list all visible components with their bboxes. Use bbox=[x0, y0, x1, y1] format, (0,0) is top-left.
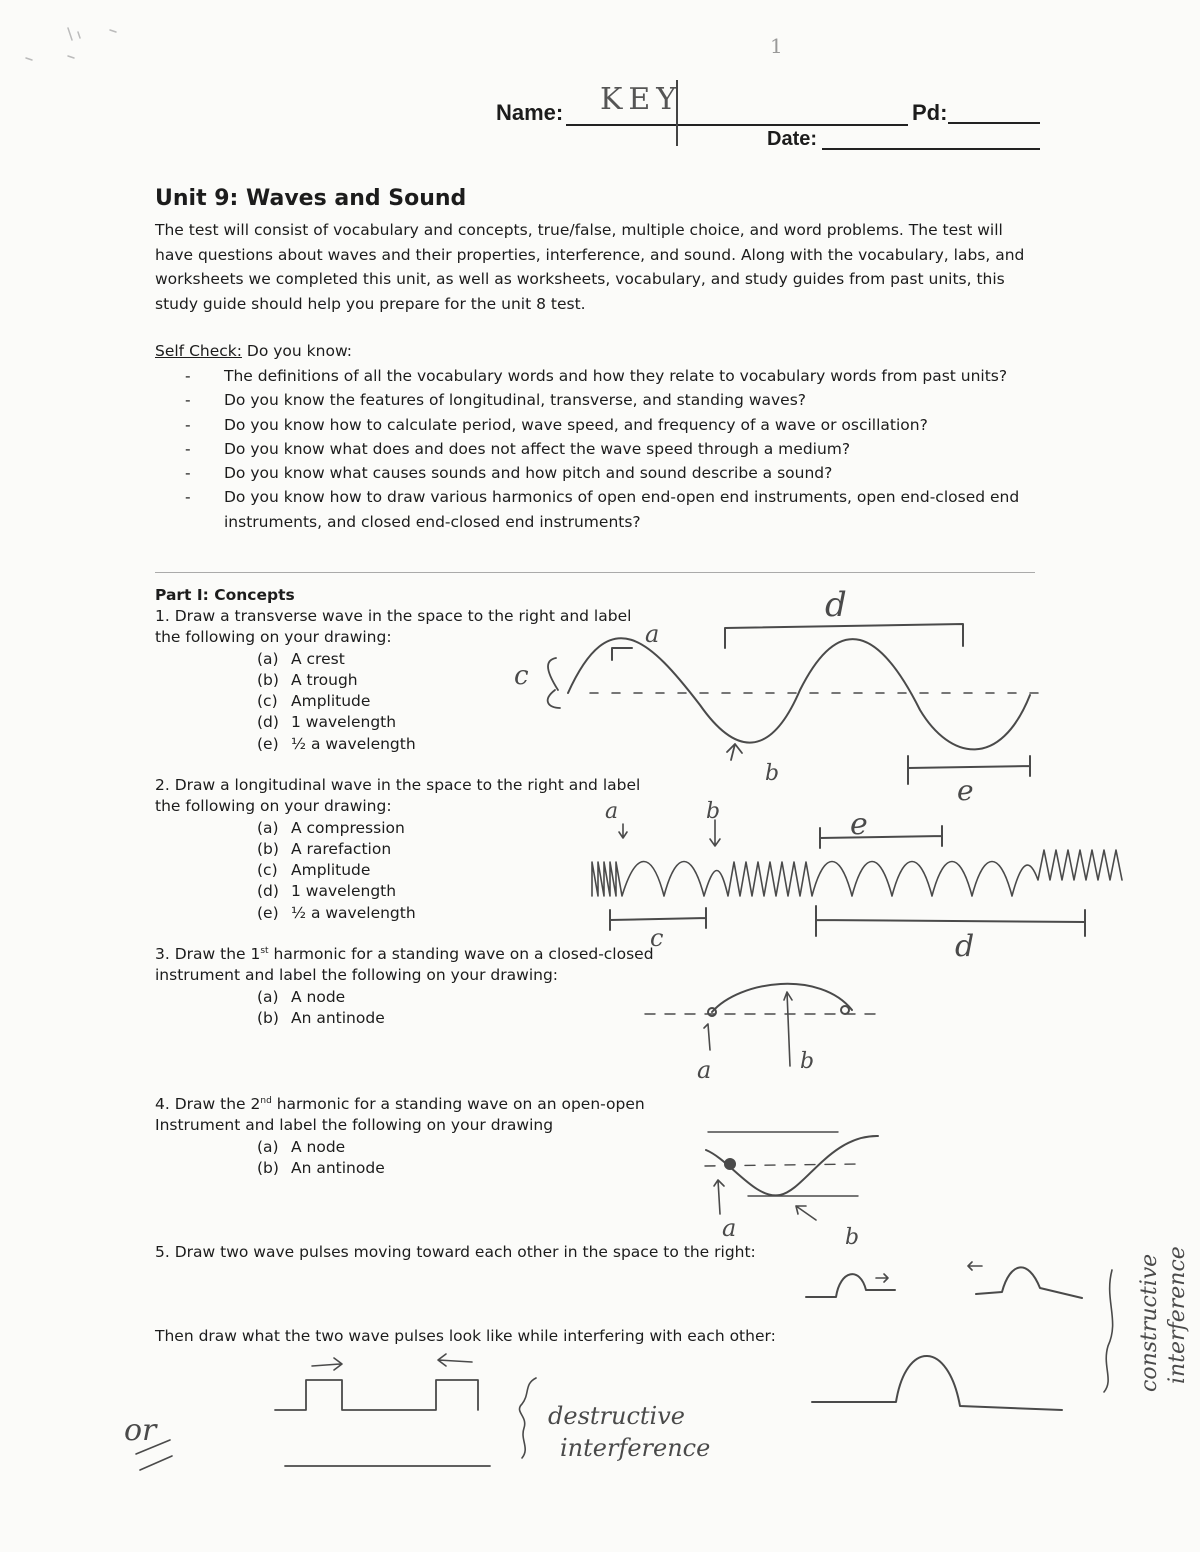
standing-wave-1st-harmonic-drawing bbox=[645, 984, 880, 1066]
label-b: b bbox=[845, 1225, 860, 1250]
page-mark: 1 bbox=[770, 34, 783, 58]
self-check-label: Self Check: bbox=[155, 342, 242, 360]
label-e: e bbox=[957, 774, 974, 807]
question-3-text-a: 3. Draw the 1 bbox=[155, 945, 261, 963]
list-item: - Do you know the features of longitudinal, transverse, and standing waves? bbox=[185, 388, 1035, 412]
item-text: ½ a wavelength bbox=[291, 734, 416, 753]
item-letter: (a) bbox=[257, 987, 279, 1006]
item-text: A crest bbox=[291, 649, 345, 668]
question-3-text-b: harmonic for a standing wave on a closed-closed bbox=[268, 945, 654, 963]
item-text: 1 wavelength bbox=[291, 713, 397, 732]
label-c: c bbox=[514, 661, 529, 691]
item-letter: (c) bbox=[257, 692, 278, 711]
label-b: b bbox=[800, 1049, 815, 1074]
label-c: c bbox=[650, 924, 664, 952]
question-5-line2: Then draw what the two wave pulses look like while interfering with each other: bbox=[155, 1327, 776, 1345]
item-letter: (c) bbox=[257, 861, 278, 880]
question-4-text-b: harmonic for a standing wave on an open-open bbox=[271, 1095, 645, 1113]
item-letter: (b) bbox=[257, 1008, 279, 1027]
or-note: or bbox=[124, 1413, 157, 1448]
item-letter: (a) bbox=[257, 1137, 279, 1156]
question-5-line1: 5. Draw two wave pulses moving toward each other in the space to the right: bbox=[155, 1243, 756, 1261]
destructive-note-line1: destructive bbox=[548, 1402, 685, 1430]
question-2-line1: 2. Draw a longitudinal wave in the space to the right and label bbox=[155, 776, 641, 794]
item-text: An antinode bbox=[291, 1008, 385, 1027]
list-item: - Do you know how to calculate period, wave speed, and frequency of a wave or oscillation? bbox=[185, 413, 1035, 437]
item-letter: (d) bbox=[257, 882, 279, 901]
item-text: A node bbox=[291, 1137, 346, 1156]
label-a: a bbox=[605, 799, 619, 824]
part-heading: Part I: Concepts bbox=[155, 586, 295, 604]
item-letter: (b) bbox=[257, 839, 279, 858]
item-text: Amplitude bbox=[291, 692, 371, 711]
transverse-wave-drawing bbox=[548, 624, 1040, 784]
label-b: b bbox=[765, 761, 780, 786]
page-title: Unit 9: Waves and Sound bbox=[155, 186, 467, 211]
question-1-line1: 1. Draw a transverse wave in the space to the right and label bbox=[155, 607, 632, 625]
item-text: ½ a wavelength bbox=[291, 903, 416, 922]
constructive-note-line2: interference bbox=[1165, 1246, 1190, 1384]
label-d: d bbox=[825, 585, 847, 625]
standing-wave-2nd-harmonic-drawing bbox=[705, 1132, 878, 1220]
item-text: A compression bbox=[291, 818, 405, 837]
label-b: b bbox=[706, 799, 721, 824]
item-letter: (a) bbox=[257, 818, 279, 837]
item-text: Amplitude bbox=[291, 861, 371, 880]
item-letter: (e) bbox=[257, 734, 279, 753]
name-label: Name: bbox=[496, 100, 564, 125]
label-a: a bbox=[645, 620, 660, 648]
pd-label: Pd: bbox=[912, 100, 948, 125]
item-letter: (d) bbox=[257, 713, 279, 732]
question-4-line2: Instrument and label the following on your drawing bbox=[155, 1116, 554, 1135]
date-label: Date: bbox=[767, 128, 818, 150]
item-text: 1 wavelength bbox=[291, 882, 397, 901]
label-e: e bbox=[850, 807, 868, 842]
list-item: - Do you know what does and does not affect the wave speed through a medium? bbox=[185, 437, 1035, 461]
name-value: KEY bbox=[600, 82, 683, 117]
item-text: An antinode bbox=[291, 1158, 385, 1177]
question-3-line2: instrument and label the following on your drawing: bbox=[155, 966, 559, 985]
item-text: A trough bbox=[291, 670, 358, 689]
question-4-sup: nd bbox=[260, 1095, 272, 1106]
label-a: a bbox=[722, 1214, 737, 1242]
item-letter: (b) bbox=[257, 670, 279, 689]
intro-paragraph: The test will consist of vocabulary and concepts, true/false, multiple choice, and word problems. The test will have questions about waves and their properties, interference, and sound. Along with the vocabulary, labs, and worksheets we completed this unit, as well as worksheets, vocabulary, and study guides from past units, this study guide should help you prepare for the unit 8 test. bbox=[155, 221, 1025, 313]
item-text: A node bbox=[291, 987, 346, 1006]
constructive-note-line1: constructive bbox=[1137, 1253, 1162, 1392]
list-item: - The definitions of all the vocabulary words and how they relate to vocabulary words from past units? bbox=[185, 364, 1035, 388]
item-letter: (a) bbox=[257, 649, 279, 668]
question-4-text-a: 4. Draw the 2 bbox=[155, 1095, 261, 1113]
item-text: A rarefaction bbox=[291, 839, 392, 858]
self-check-prompt: Do you know: bbox=[246, 342, 352, 360]
question-1-line2: the following on your drawing: bbox=[155, 628, 392, 647]
question-3-sup: st bbox=[260, 945, 269, 956]
question-2-line2: the following on your drawing: bbox=[155, 797, 392, 816]
list-item: - Do you know what causes sounds and how pitch and sound describe a sound? bbox=[185, 461, 1035, 485]
item-letter: (b) bbox=[257, 1158, 279, 1177]
scan-specks bbox=[26, 28, 116, 60]
list-item: - Do you know how to draw various harmonics of open end-open end instruments, open end-closed end instruments, and closed end-closed end instruments? bbox=[185, 485, 1035, 534]
destructive-note-line2: interference bbox=[560, 1434, 711, 1462]
item-letter: (e) bbox=[257, 903, 279, 922]
label-a: a bbox=[697, 1056, 712, 1084]
label-d: d bbox=[955, 929, 975, 964]
